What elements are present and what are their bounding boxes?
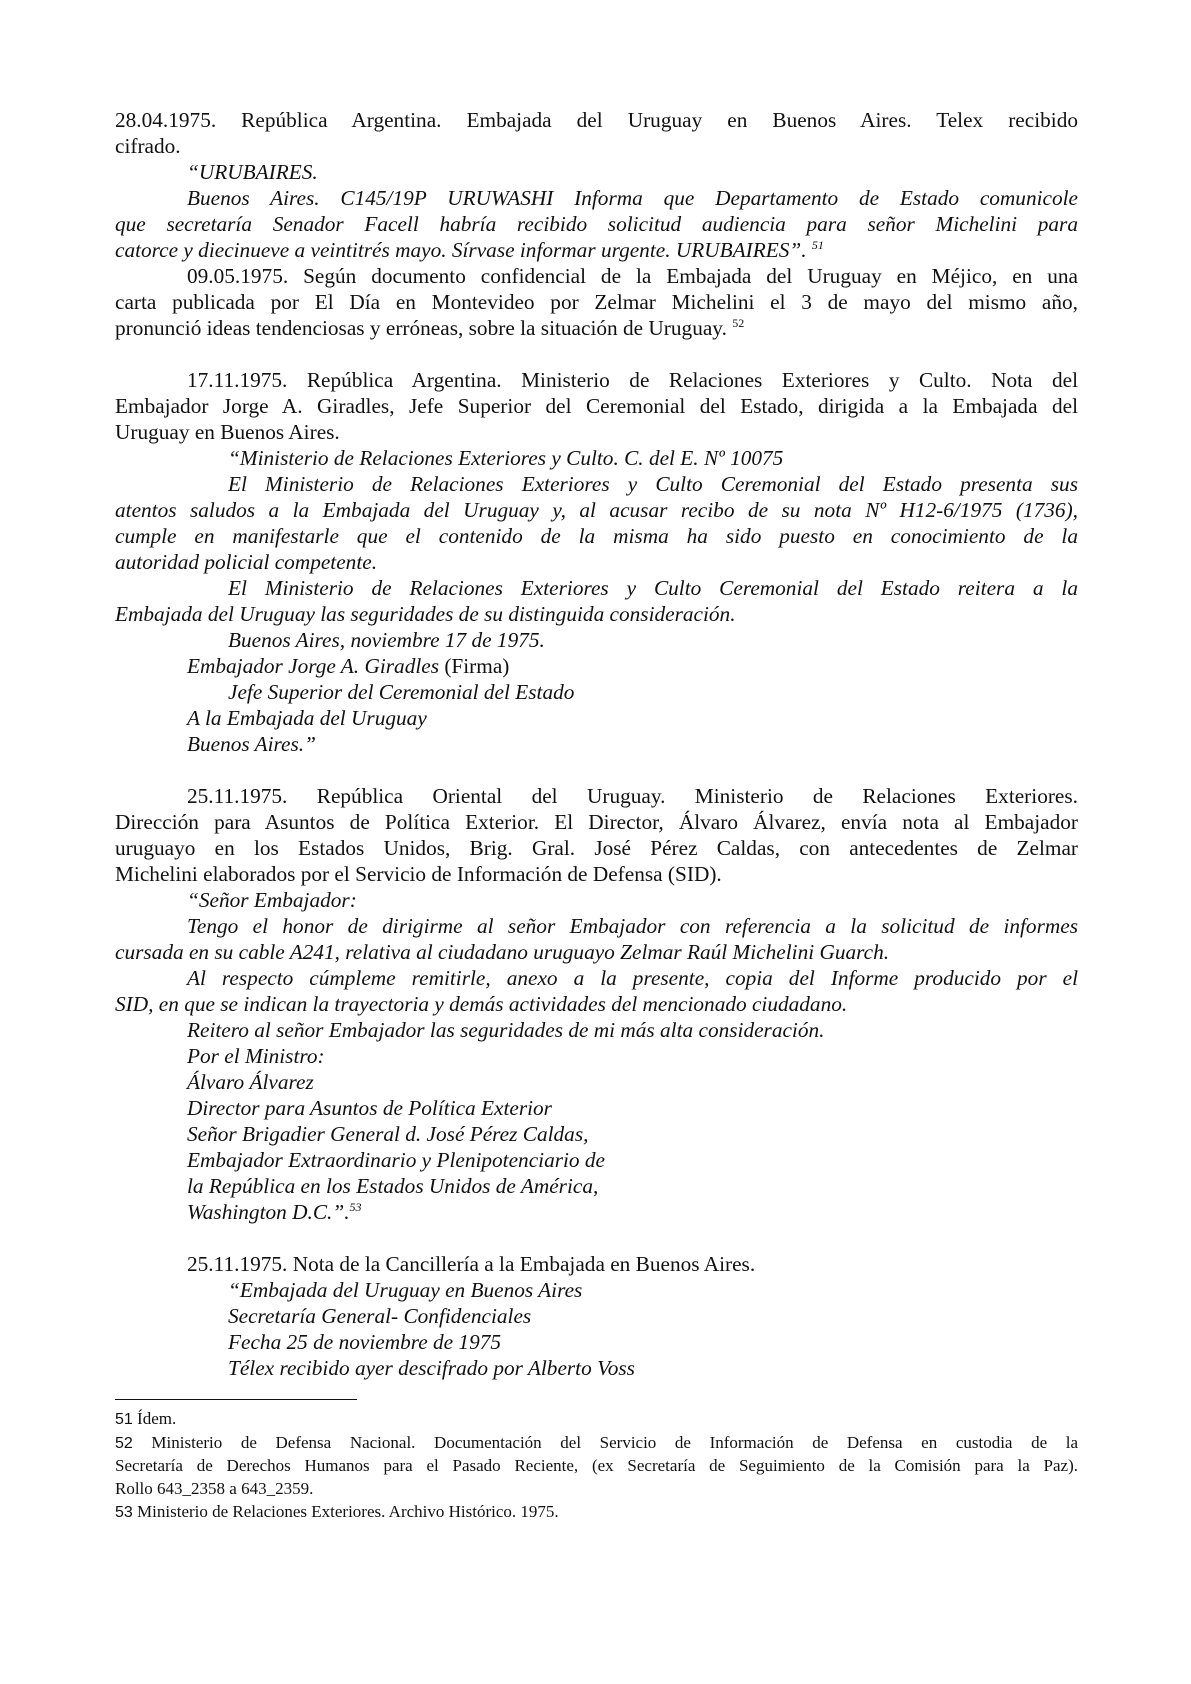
quote-2-signatory-title: Jefe Superior del Ceremonial del Estado: [228, 680, 575, 704]
quote-1-line-1: Buenos Aires. C145/19P URUWASHI Informa que Departamento de Estado comunicole: [187, 186, 1078, 210]
quote-2-place: Buenos Aires.”: [187, 732, 316, 756]
entry-2-line-3: [115, 314, 744, 342]
entry-4-line-4: Michelini elaborados por el Servicio de Información de Defensa (SID).: [115, 862, 722, 886]
entry-4-line-1: 25.11.1975. República Oriental del Uruguay. Ministerio de Relaciones Exteriores.: [187, 784, 1078, 808]
entry-4-line-3: uruguayo en los Estados Unidos, Brig. Gral. José Pérez Caldas, con antecedentes de Zelmar: [115, 836, 1078, 860]
entry-5-line-1: 25.11.1975. Nota de la Cancillería a la Embajada en Buenos Aires.: [187, 1252, 756, 1276]
entry-2-line-1: 09.05.1975. Según documento confidencial de la Embajada del Uruguay en Méjico, en una: [187, 264, 1078, 288]
quote-2-line-5: autoridad policial competente.: [115, 550, 378, 574]
entry-1-line-2: cifrado.: [115, 134, 181, 158]
quote-3-line-2: Tengo el honor de dirigirme al señor Embajador con referencia a la solicitud de informes: [187, 914, 1078, 938]
footnote-number: 53: [115, 1504, 133, 1521]
signatory-name: Embajador Jorge A. Giradles: [187, 654, 439, 678]
entry-2-line-3-text: pronunció ideas tendenciosas y erróneas, sobre la situación de Uruguay.: [115, 316, 727, 340]
footnote-ref-52: 52: [732, 316, 745, 330]
quote-3-addressee-2: Embajador Extraordinario y Plenipotenciario de: [187, 1148, 605, 1172]
entry-4-line-2: Dirección para Asuntos de Política Exterior. El Director, Álvaro Álvarez, envía nota al Embajador: [115, 810, 1078, 834]
quote-2-line-2: El Ministerio de Relaciones Exteriores y Culto Ceremonial del Estado presenta sus: [228, 472, 1078, 496]
quote-3-addressee-4-text: Washington D.C.”.: [187, 1200, 350, 1224]
footnote-52-line-3: Rollo 643_2358 a 643_2359.: [115, 1479, 314, 1498]
quote-2-line-7: Embajada del Uruguay las seguridades de su distinguida consideración.: [115, 602, 736, 626]
quote-3-addressee-3: la República en los Estados Unidos de América,: [187, 1174, 599, 1198]
quote-3-line-3: cursada en su cable A241, relativa al ciudadano uruguayo Zelmar Raúl Michelini Guarch.: [115, 940, 890, 964]
footnote-ref-53: 53: [349, 1200, 362, 1214]
quote-2-date: Buenos Aires, noviembre 17 de 1975.: [228, 628, 545, 652]
quote-3-signatory: Álvaro Álvarez: [187, 1070, 314, 1094]
quote-3-line-7: Por el Ministro:: [187, 1044, 325, 1068]
footnote-52-line-2: Secretaría de Derechos Humanos para el Pasado Reciente, (ex Secretaría de Seguimiento de la Comisión para la Paz).: [115, 1456, 1078, 1475]
footnote-number: 52: [115, 1435, 133, 1452]
quote-3-addressee-4: [187, 1198, 362, 1226]
signature-note: (Firma): [444, 654, 510, 678]
quote-2-addressee: A la Embajada del Uruguay: [187, 706, 427, 730]
quote-4-line-1: “Embajada del Uruguay en Buenos Aires: [228, 1278, 583, 1302]
quote-4-line-2: Secretaría General- Confidenciales: [228, 1304, 532, 1328]
quote-3-line-5: SID, en que se indican la trayectoria y demás actividades del mencionado ciudadano.: [115, 992, 848, 1016]
footnote-text: Ídem.: [137, 1409, 177, 1428]
footnote-text: Ministerio de Relaciones Exteriores. Archivo Histórico. 1975.: [137, 1502, 559, 1521]
quote-4-line-3: Fecha 25 de noviembre de 1975: [228, 1330, 502, 1354]
footnote-51: [115, 1407, 1078, 1431]
quote-3-salutation: “Señor Embajador:: [187, 888, 357, 912]
footnote-52-line-1: [115, 1431, 1078, 1455]
quote-1-line-2: que secretaría Senador Facell habría recibido solicitud audiencia para señor Michelini para: [115, 212, 1078, 236]
footnote-separator: [115, 1399, 357, 1400]
entry-3-line-3: Uruguay en Buenos Aires.: [115, 420, 340, 444]
quote-1-title: “URUBAIRES.: [187, 160, 318, 184]
quote-2-line-6: El Ministerio de Relaciones Exteriores y Culto Ceremonial del Estado reitera a la: [228, 576, 1078, 600]
quote-3-addressee-1: Señor Brigadier General d. José Pérez Caldas,: [187, 1122, 589, 1146]
entry-3-line-1: 17.11.1975. República Argentina. Ministerio de Relaciones Exteriores y Culto. Nota del: [187, 368, 1078, 392]
footnote-53: [115, 1500, 1078, 1524]
footnote-number: 51: [115, 1411, 133, 1428]
quote-2-signature: [187, 652, 509, 680]
footnote-ref-51: 51: [811, 238, 824, 252]
quote-3-signatory-title: Director para Asuntos de Política Exterior: [187, 1096, 552, 1120]
quote-4-line-4: Télex recibido ayer descifrado por Alberto Voss: [228, 1356, 635, 1380]
entry-2-line-2: carta publicada por El Día en Montevideo por Zelmar Michelini el 3 de mayo del mismo año,: [115, 290, 1078, 314]
footnote-text: Ministerio de Defensa Nacional. Documentación del Servicio de Información de Defensa en custodia de la: [151, 1433, 1079, 1452]
entry-3-line-2: Embajador Jorge A. Giradles, Jefe Superior del Ceremonial del Estado, dirigida a la Embajada del: [115, 394, 1078, 418]
quote-2-line-1: “Ministerio de Relaciones Exteriores y Culto. C. del E. Nº 10075: [228, 446, 784, 470]
quote-1-line-3: [115, 236, 824, 264]
quote-3-line-4: Al respecto cúmpleme remitirle, anexo a la presente, copia del Informe producido por el: [187, 966, 1078, 990]
quote-2-line-4: cumple en manifestarle que el contenido de la misma ha sido puesto en conocimiento de la: [115, 524, 1078, 548]
quote-1-line-3-text: catorce y diecinueve a veintitrés mayo. Sírvase informar urgente. URUBAIRES”.: [115, 238, 807, 262]
entry-1-line-1: 28.04.1975. República Argentina. Embajada del Uruguay en Buenos Aires. Telex recibido: [115, 108, 1078, 132]
quote-3-line-6: Reitero al señor Embajador las seguridades de mi más alta consideración.: [187, 1018, 825, 1042]
quote-2-line-3: atentos saludos a la Embajada del Uruguay y, al acusar recibo de su nota Nº H12-6/1975 (1736),: [115, 498, 1078, 522]
